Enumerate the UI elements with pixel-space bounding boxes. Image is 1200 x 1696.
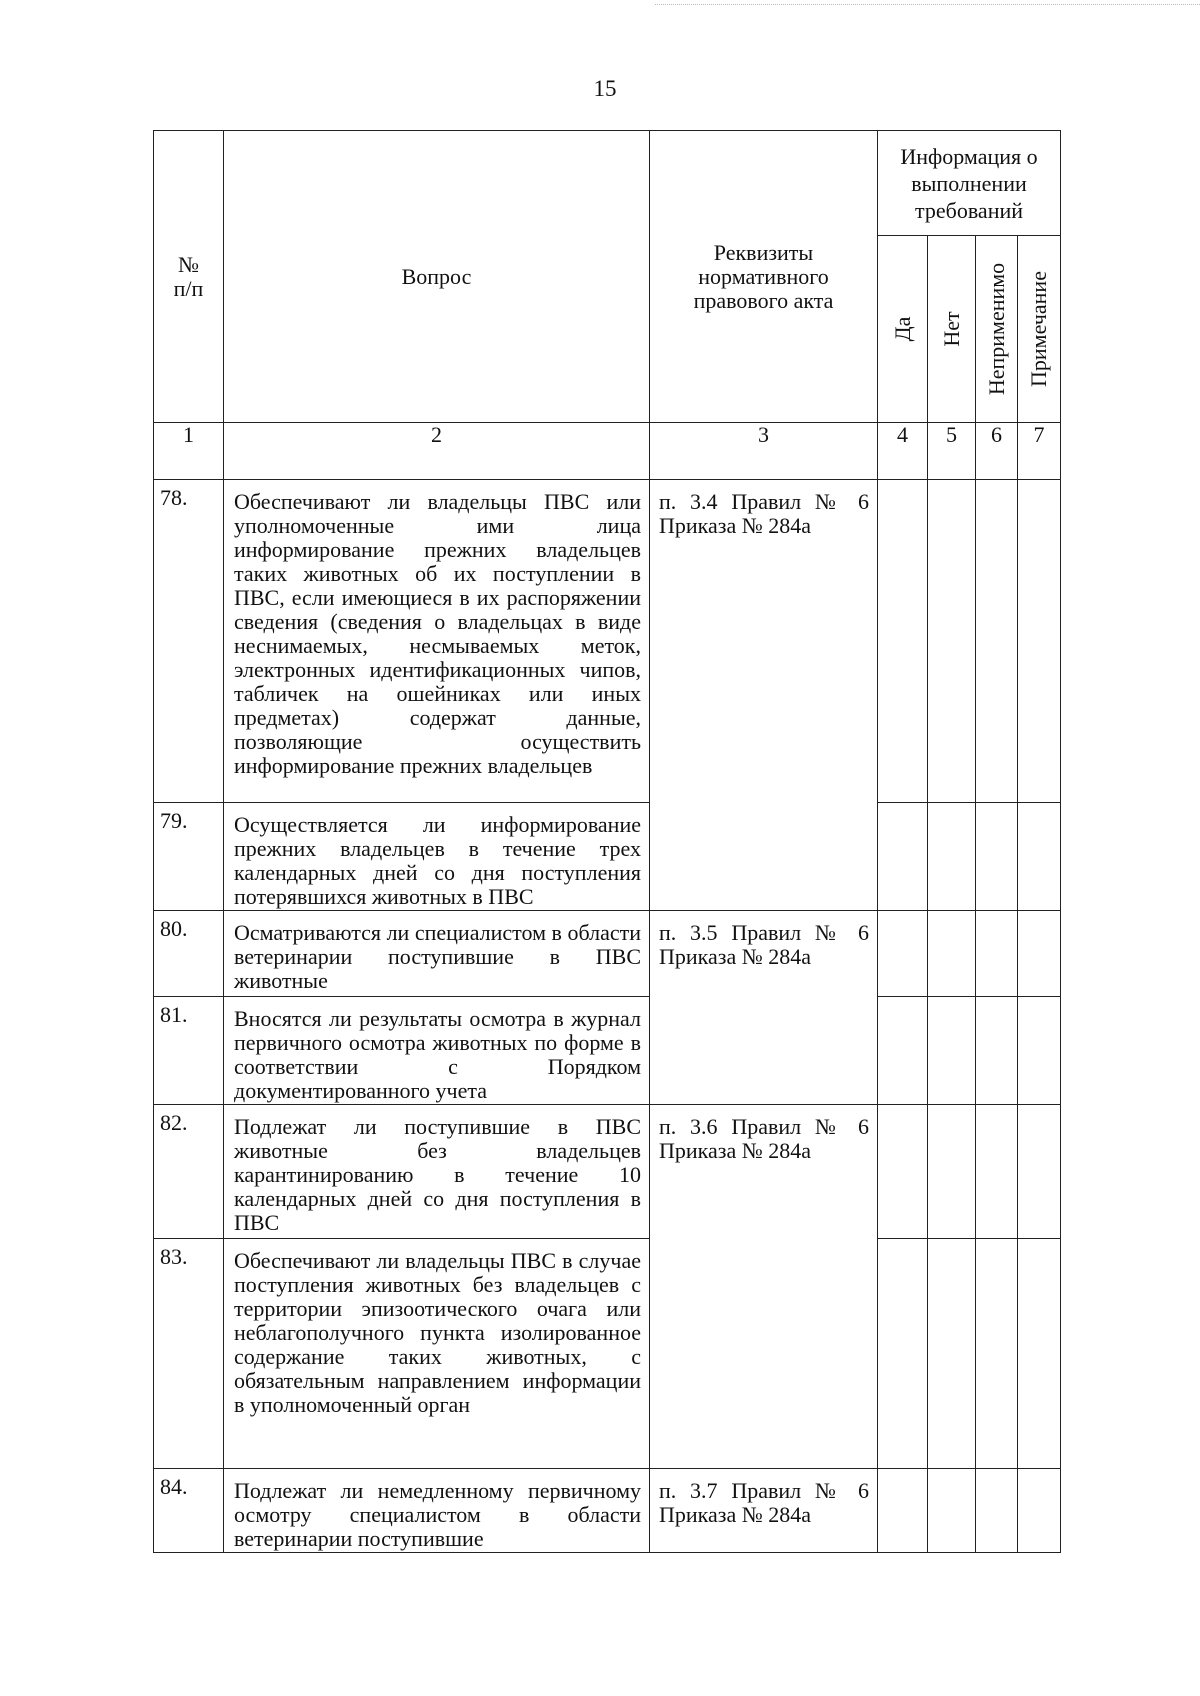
answer-no-cell[interactable]	[928, 480, 976, 803]
answer-na-cell[interactable]	[976, 1239, 1018, 1469]
answer-no-cell[interactable]	[928, 997, 976, 1105]
column-number: 4	[878, 423, 928, 480]
table-row	[154, 1469, 1061, 1553]
note-cell[interactable]	[1018, 911, 1061, 997]
answer-no-cell[interactable]	[928, 1105, 976, 1239]
row-number: 78.	[154, 480, 224, 803]
question-text: Осматриваются ли специалистом в области ветеринарии поступившие в ПВС животные	[224, 911, 650, 997]
answer-yes-cell[interactable]	[878, 1239, 928, 1469]
row-number: 82.	[154, 1105, 224, 1239]
table-row	[154, 911, 1061, 997]
scan-top-edge	[655, 4, 1200, 5]
answer-yes-cell[interactable]	[878, 480, 928, 803]
header-no: Нет	[928, 236, 976, 423]
table-row	[154, 480, 1061, 803]
page-number: 15	[593, 76, 617, 101]
row-number: 84.	[154, 1469, 224, 1553]
answer-na-cell[interactable]	[976, 480, 1018, 803]
answer-na-cell[interactable]	[976, 1105, 1018, 1239]
question-text: Осуществляется ли информирование прежних владельцев в течение трех календарных дней со дня поступления потерявшихся животных в ПВС	[224, 803, 650, 911]
answer-na-cell[interactable]	[976, 911, 1018, 997]
column-numbers-row	[154, 423, 1061, 480]
column-number: 5	[928, 423, 976, 480]
note-cell[interactable]	[1018, 1239, 1061, 1469]
header-not-applicable: Неприменимо	[976, 236, 1018, 423]
reference-text: п. 3.6 Правил № 6 Приказа № 284а	[650, 1105, 878, 1469]
row-number: 81.	[154, 997, 224, 1105]
column-number: 6	[976, 423, 1018, 480]
row-number: 83.	[154, 1239, 224, 1469]
table-row	[154, 803, 1061, 911]
question-text: Подлежат ли поступившие в ПВС животные без владельцев карантинированию в течение 10 календарных дней со дня поступления в ПВС	[224, 1105, 650, 1239]
question-text: Вносятся ли результаты осмотра в журнал первичного осмотра животных по форме в соответствии с Порядком документированного учета	[224, 997, 650, 1105]
reference-text: п. 3.4 Правил № 6 Приказа № 284а	[650, 480, 878, 911]
column-number: 7	[1018, 423, 1061, 480]
note-cell[interactable]	[1018, 803, 1061, 911]
table-row	[154, 997, 1061, 1105]
header-question: Вопрос	[224, 131, 650, 423]
answer-yes-cell[interactable]	[878, 997, 928, 1105]
note-cell[interactable]	[1018, 1469, 1061, 1553]
answer-na-cell[interactable]	[976, 1469, 1018, 1553]
answer-na-cell[interactable]	[976, 997, 1018, 1105]
question-text: Обеспечивают ли владельцы ПВС или уполномоченные ими лица информирование прежних владельцев таких животных об их поступлении в ПВС, если имеющиеся в их распоряжении сведения (сведения о владельцах в виде неснимаемых, несмываемых меток, электронных идентификационных чипов, табличек на ошейниках или иных предметах) содержат данные, позволяющие осуществить информирование прежних владельцев	[224, 480, 650, 803]
answer-no-cell[interactable]	[928, 1239, 976, 1469]
row-number: 79.	[154, 803, 224, 911]
question-text: Обеспечивают ли владельцы ПВС в случае поступления животных без владельцев с территории эпизоотического очага или неблагополучного пункта изолированное содержание таких животных, с обязательным направлением информации в уполномоченный орган	[224, 1239, 650, 1469]
answer-no-cell[interactable]	[928, 911, 976, 997]
answer-yes-cell[interactable]	[878, 803, 928, 911]
header-num: № п/п	[154, 131, 224, 423]
column-number: 1	[154, 423, 224, 480]
row-number: 80.	[154, 911, 224, 997]
header-reference: Реквизиты нормативного правового акта	[650, 131, 878, 423]
reference-text: п. 3.7 Правил № 6 Приказа № 284а	[650, 1469, 878, 1553]
header-row	[154, 131, 1061, 236]
note-cell[interactable]	[1018, 997, 1061, 1105]
column-number: 2	[224, 423, 650, 480]
answer-yes-cell[interactable]	[878, 1469, 928, 1553]
table-row	[154, 1239, 1061, 1469]
answer-yes-cell[interactable]	[878, 1105, 928, 1239]
table-row	[154, 1105, 1061, 1239]
answer-no-cell[interactable]	[928, 803, 976, 911]
answer-yes-cell[interactable]	[878, 911, 928, 997]
header-yes: Да	[878, 236, 928, 423]
note-cell[interactable]	[1018, 480, 1061, 803]
header-note: Примечание	[1018, 236, 1061, 423]
reference-text: п. 3.5 Правил № 6 Приказа № 284а	[650, 911, 878, 1105]
question-text: Подлежат ли немедленному первичному осмотру специалистом в области ветеринарии поступившие	[224, 1469, 650, 1553]
note-cell[interactable]	[1018, 1105, 1061, 1239]
answer-na-cell[interactable]	[976, 803, 1018, 911]
answer-no-cell[interactable]	[928, 1469, 976, 1553]
column-number: 3	[650, 423, 878, 480]
header-info: Информация о выполнении требований	[878, 131, 1061, 236]
requirements-checklist-table	[153, 130, 1061, 1553]
